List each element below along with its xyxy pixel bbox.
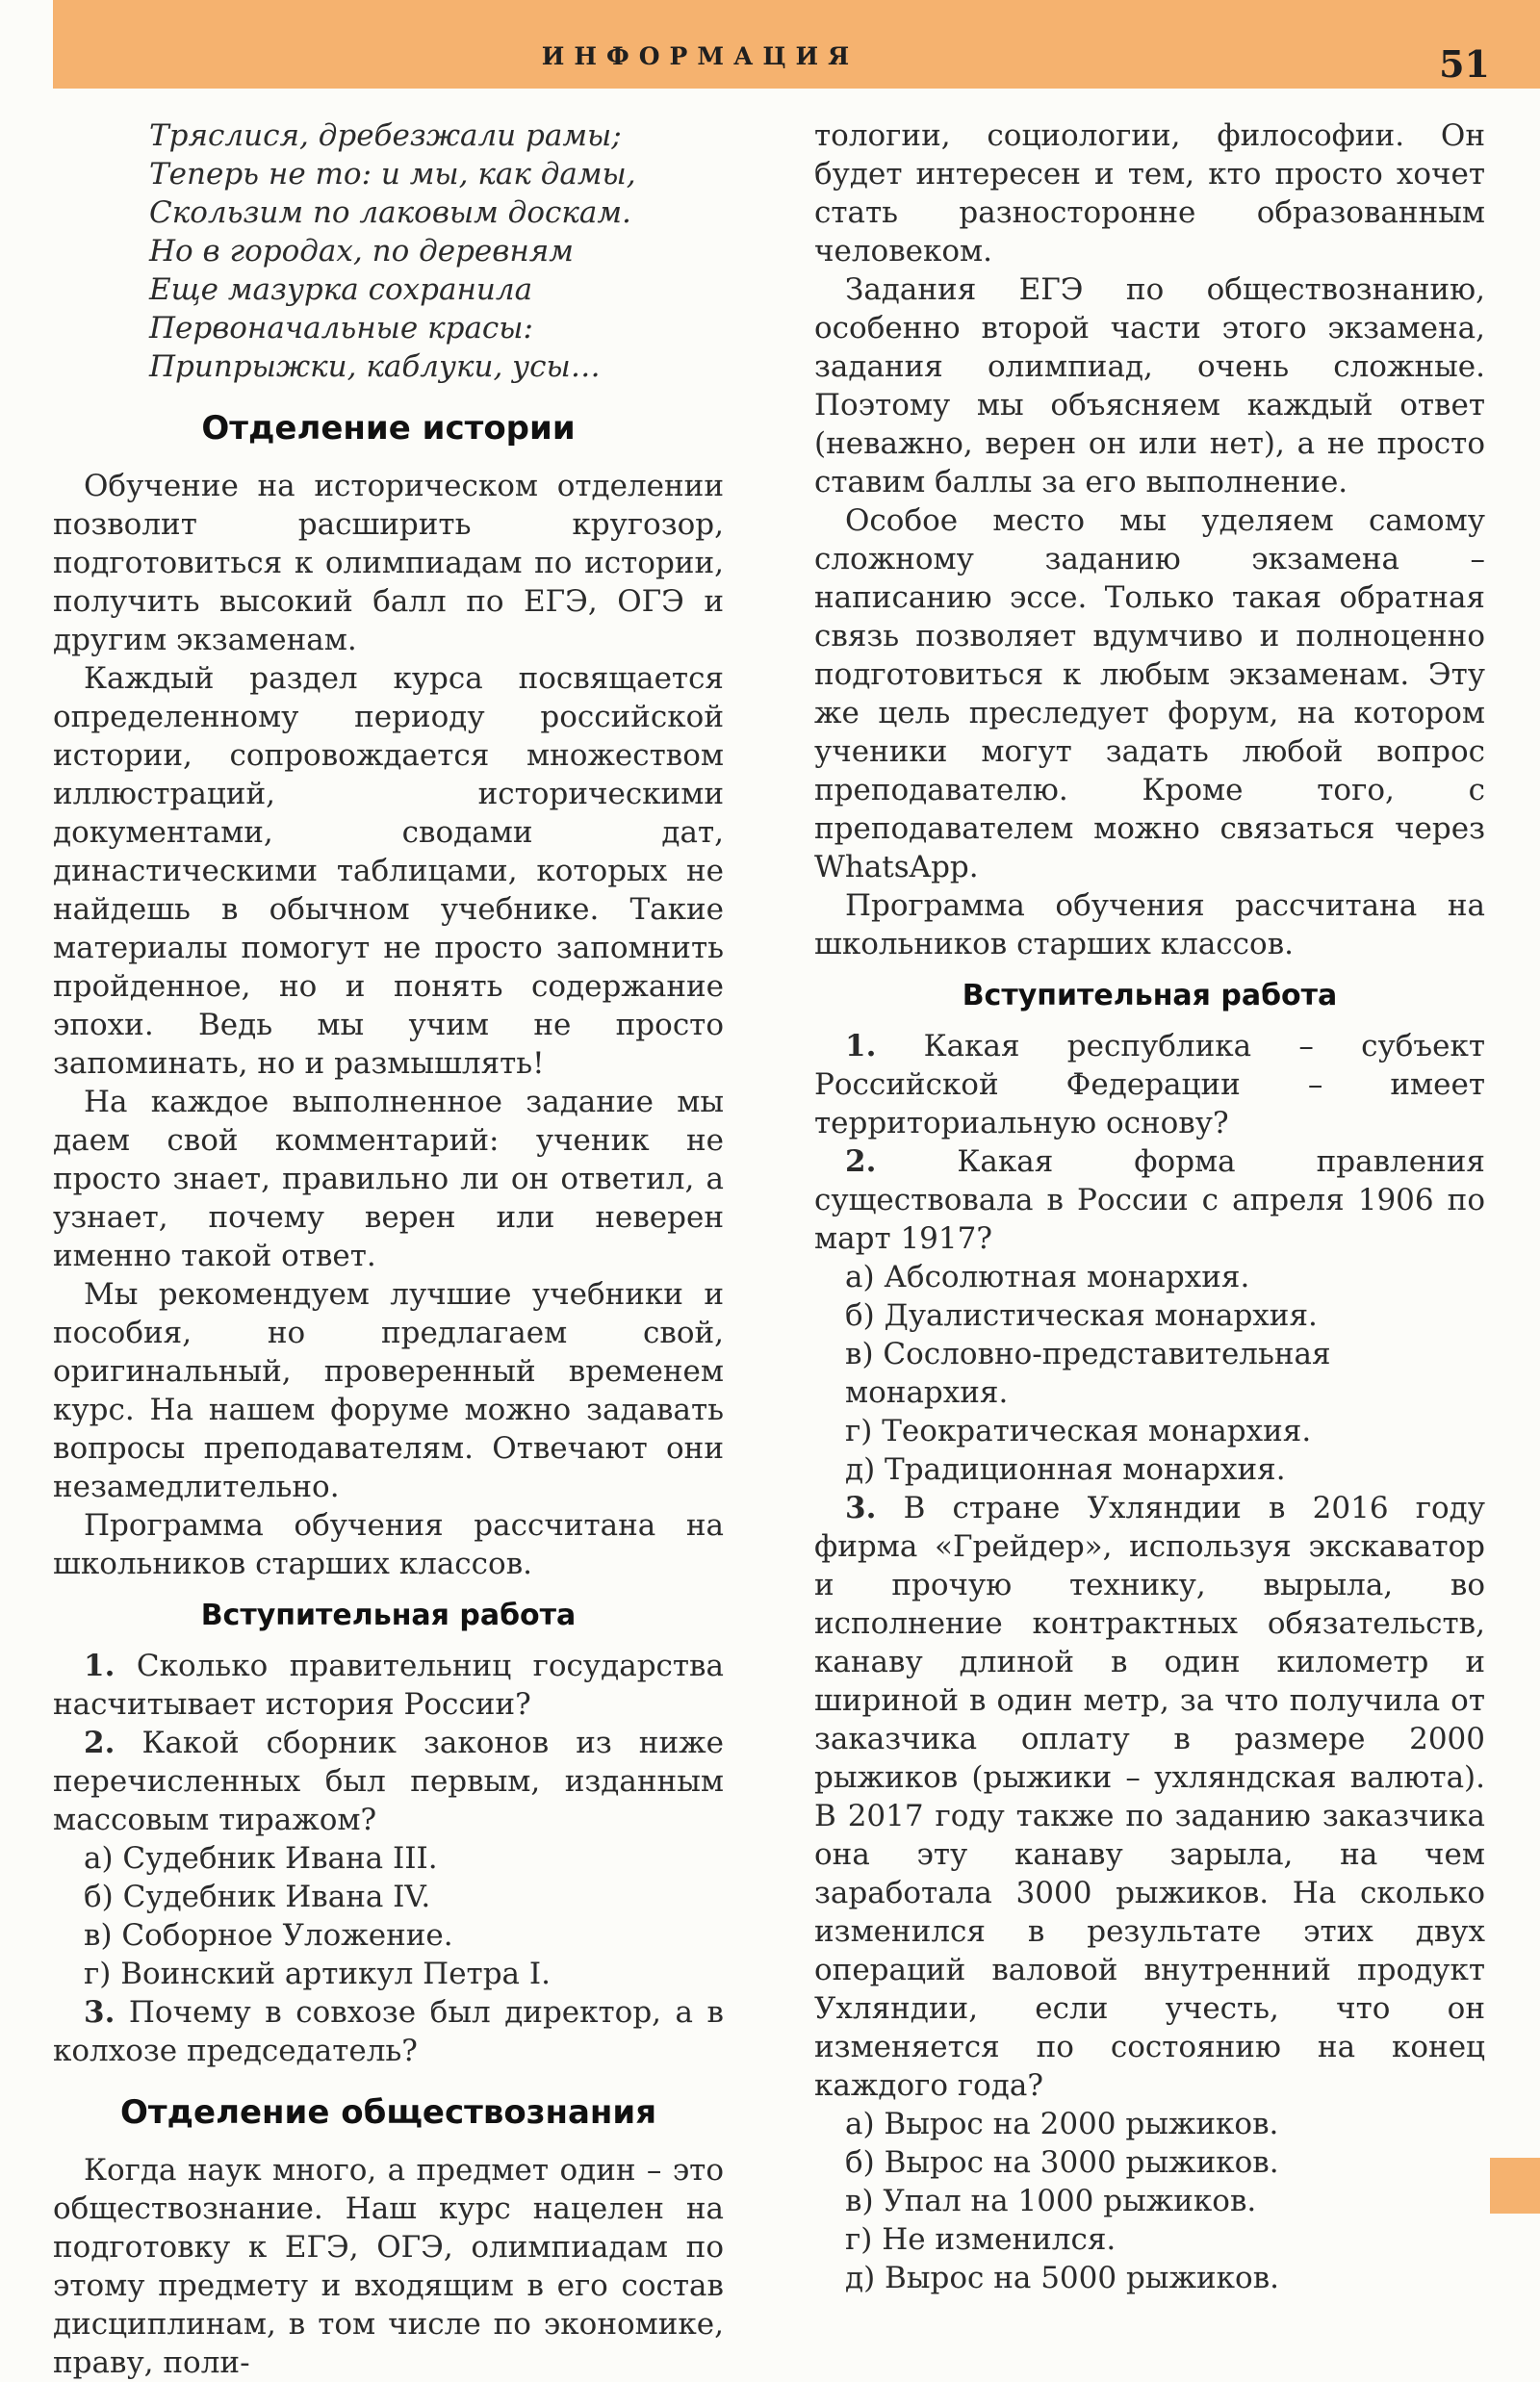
question bbox=[53, 1647, 724, 1724]
verse-line: Первоначальные красы: bbox=[149, 311, 533, 346]
verse-line: Еще мазурка сохранила bbox=[149, 272, 533, 307]
question-number: 3. bbox=[84, 1995, 116, 2030]
answer-option: б) Вырос на 3000 рыжиков. bbox=[845, 2145, 1279, 2180]
question-number: 3. bbox=[845, 1491, 877, 1525]
question-number: 2. bbox=[84, 1726, 116, 1760]
right-column bbox=[814, 116, 1485, 2297]
question bbox=[53, 1724, 724, 1839]
verse-line: Тряслися, дребезжали рамы; bbox=[149, 118, 622, 153]
paragraph: Каждый раздел курса посвящается определенному периоду российской истории, сопровождается множеством иллюстраций, историческими документами, сводами дат, династическими таблицами, которых не найдешь в обычном учебнике. Такие материалы помогут не просто запомнить пройденное, но и понять содержание эпохи. Ведь мы учим не просто запоминать, но и размышлять! bbox=[53, 661, 724, 1081]
question-number: 2. bbox=[845, 1144, 877, 1179]
page-number: 51 bbox=[1439, 42, 1490, 86]
answer-option: д) Вырос на 5000 рыжиков. bbox=[845, 2261, 1279, 2295]
question bbox=[53, 1993, 724, 2070]
question-text: Почему в совхозе был директор, а в колхозе председатель? bbox=[53, 1995, 724, 2068]
verse-line: Скользим по лаковым доскам. bbox=[149, 195, 631, 230]
question-text: Сколько правительниц государства насчитывает история России? bbox=[53, 1649, 724, 1722]
answer-option: г) Теократическая монархия. bbox=[845, 1414, 1312, 1448]
entrance-test-heading: Вступительная работа bbox=[962, 979, 1338, 1012]
answer-option: д) Традиционная монархия. bbox=[845, 1452, 1286, 1487]
paragraph: Особое место мы уделяем самому сложному заданию экзамена – написанию эссе. Только такая обратная связь позволяет вдумчиво и полноценно подготовиться к любым экзаменам. Эту же цель преследует форум, на котором ученики могут задать любой вопрос преподавателю. Кроме того, с преподавателем можно связаться через WhatsApp. bbox=[814, 503, 1485, 884]
poem-excerpt bbox=[53, 116, 724, 386]
answer-option: б) Дуалистическая монархия. bbox=[845, 1298, 1318, 1333]
corner-tab bbox=[1490, 2158, 1540, 2214]
question-number: 1. bbox=[845, 1029, 877, 1063]
answer-option: а) Абсолютная монархия. bbox=[845, 1260, 1250, 1294]
paragraph: Когда наук много, а предмет один – это обществознание. Наш курс нацелен на подготовку к ЕГЭ, ОГЭ, олимпиадам по этому предмету и входящим в его состав дисциплинам, в том числе по экономике, праву, поли- bbox=[53, 2153, 724, 2380]
verse-line: Теперь не то: и мы, как дамы, bbox=[149, 157, 636, 192]
paragraph: Мы рекомендуем лучшие учебники и пособия, но предлагаем свой, оригинальный, проверенный временем курс. На нашем форуме можно задавать вопросы преподавателям. Отвечают они незамедлительно. bbox=[53, 1277, 724, 1504]
answer-option: а) Судебник Ивана III. bbox=[84, 1841, 438, 1876]
paragraph: Программа обучения рассчитана на школьников старших классов. bbox=[814, 888, 1485, 961]
answer-option: в) Сословно-представительная монархия. bbox=[845, 1337, 1331, 1410]
question-text: Какой сборник законов из ниже перечисленных был первым, изданным массовым тиражом? bbox=[53, 1726, 724, 1837]
question-text: Какая форма правления существовала в России с апреля 1906 по март 1917? bbox=[814, 1144, 1485, 1256]
left-column bbox=[53, 116, 724, 2382]
verse-line: Но в городах, по деревням bbox=[149, 234, 574, 269]
answer-option: б) Судебник Ивана IV. bbox=[84, 1880, 431, 1914]
verse-line: Припрыжки, каблуки, усы… bbox=[149, 349, 601, 384]
paragraph: Обучение на историческом отделении позволит расширить кругозор, подготовиться к олимпиадам по истории, получить высокий балл по ЕГЭ, ОГЭ и другим экзаменам. bbox=[53, 469, 724, 657]
social-studies-heading: Отделение обществознания bbox=[119, 2093, 657, 2132]
question bbox=[814, 1489, 1485, 2105]
question-text: В стране Ухляндии в 2016 году фирма «Грейдер», используя экскаватор и прочую технику, вырыла, во исполнение контрактных обязательств, канаву длиной в один километр и шириной в один метр, за что получила от заказчика оплату в размере 2000 рыжиков (рыжики – ухляндская валюта). В 2017 году также по заданию заказчика она эту канаву зарыла, на чем заработала 3000 рыжиков. На сколько изменился в результате этих двух операций валовой внутренний продукт Ухляндии, если учесть, что он изменяется по состоянию на конец каждого года? bbox=[814, 1491, 1485, 2103]
question bbox=[814, 1027, 1485, 1142]
paragraph: Программа обучения рассчитана на школьников старших классов. bbox=[53, 1508, 724, 1581]
paragraph: тологии, социологии, философии. Он будет интересен и тем, кто просто хочет стать разносторонне образованным человеком. bbox=[814, 118, 1485, 269]
question-text: Какая республика – субъект Российской Федерации – имеет территориальную основу? bbox=[814, 1029, 1485, 1140]
answer-option: г) Воинский артикул Петра I. bbox=[84, 1957, 551, 1991]
entrance-test-heading: Вступительная работа bbox=[200, 1599, 577, 1632]
question bbox=[814, 1142, 1485, 1258]
answer-option: в) Упал на 1000 рыжиков. bbox=[845, 2184, 1257, 2218]
paragraph: Задания ЕГЭ по обществознанию, особенно второй части этого экзамена, задания олимпиад, очень сложные. Поэтому мы объясняем каждый ответ (неважно, верен он или нет), а не просто ставим баллы за его выполнение. bbox=[814, 272, 1485, 499]
section-label: ИНФОРМАЦИЯ bbox=[541, 42, 860, 70]
answer-option: г) Не изменился. bbox=[845, 2222, 1116, 2257]
paragraph: На каждое выполненное задание мы даем свой комментарий: ученик не просто знает, правильно ли он ответил, а узнает, почему верен или неверен именно такой ответ. bbox=[53, 1085, 724, 1273]
history-heading: Отделение истории bbox=[201, 409, 576, 448]
answer-option: а) Вырос на 2000 рыжиков. bbox=[845, 2107, 1279, 2141]
answer-option: в) Соборное Уложение. bbox=[84, 1918, 453, 1953]
question-number: 1. bbox=[84, 1649, 116, 1683]
header-bar bbox=[53, 0, 1540, 89]
